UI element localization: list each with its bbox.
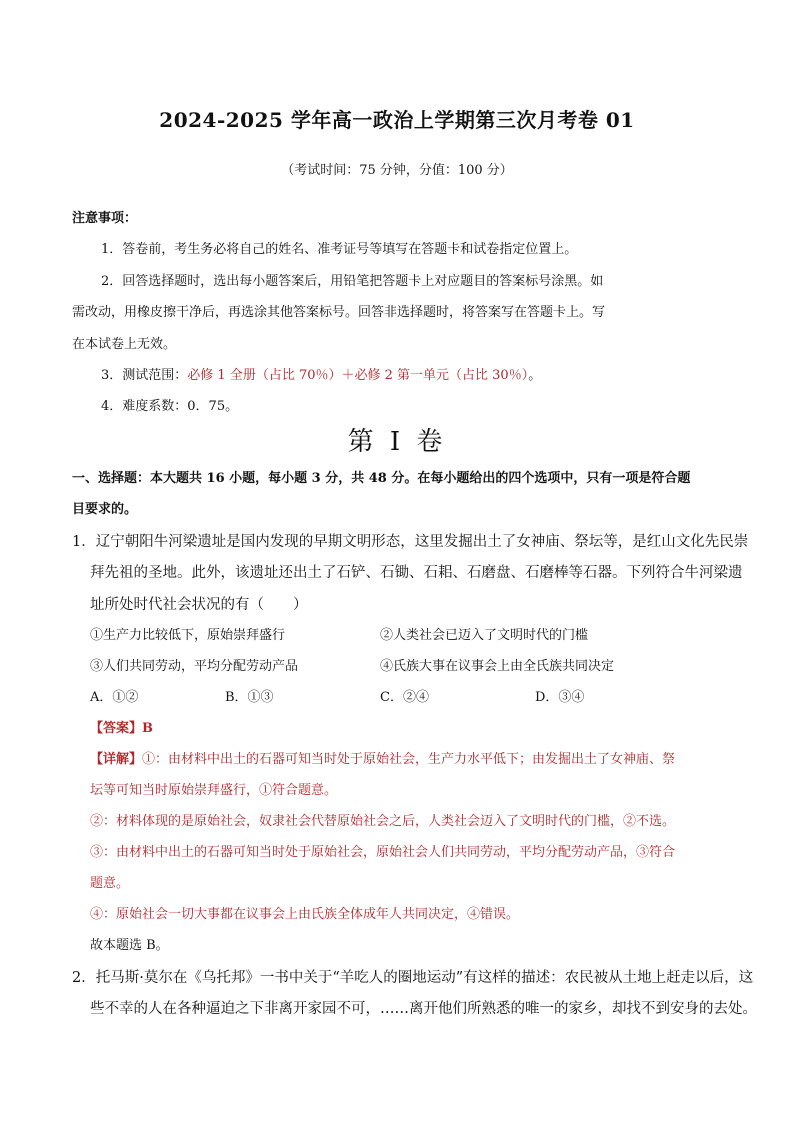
notice-item-3-prefix: 3．测试范围： bbox=[101, 368, 188, 383]
detail-label: 【详解】 bbox=[90, 752, 143, 767]
statement-1: ①生产力比较低下，原始崇拜盛行 bbox=[90, 628, 286, 643]
option-c: C．②④ bbox=[380, 690, 429, 705]
detail-3-line-1: ③：由材料中出土的石器可知当时处于原始社会，原始社会人们共同劳动，平均分配劳动产品，③符合 bbox=[90, 845, 676, 860]
question-1-stem-line-2: 拜先祖的圣地。此外，该遗址还出土了石铲、石锄、石耜、石磨盘、石磨棒等石器。下列符合牛河梁遗 bbox=[90, 565, 743, 581]
section-title: 第 I 卷 bbox=[347, 427, 447, 457]
notice-item-3-suffix: 。 bbox=[528, 368, 542, 383]
answer-label: 【答案】B bbox=[90, 721, 153, 736]
statement-2: ②人类社会已迈入了文明时代的门槛 bbox=[380, 628, 589, 643]
page-title: 2024-2025 学年高一政治上学期第三次月考卷 01 bbox=[159, 108, 635, 132]
test-scope: 必修 1 全册（占比 70％）＋必修 2 第一单元（占比 30％） bbox=[187, 368, 529, 383]
detail-2: ②：材料体现的是原始社会，奴隶社会代替原始社会之后，人类社会迈入了文明时代的门槛，②不选。 bbox=[90, 814, 676, 829]
notice-heading: 注意事项： bbox=[72, 211, 138, 226]
notice-item-1: 1．答卷前，考生务必将自己的姓名、准考证号等填写在答题卡和试卷指定位置上。 bbox=[101, 242, 578, 257]
detail-3-line-2: 题意。 bbox=[90, 876, 130, 891]
detail-1-line-1 bbox=[90, 748, 675, 767]
exam-info: （考试时间：75 分钟，分值：100 分） bbox=[281, 163, 513, 178]
notice-item-3 bbox=[101, 364, 541, 383]
detail-4: ④：原始社会一切大事都在议事会上由氏族全体成年人共同决定，④错误。 bbox=[90, 907, 520, 922]
option-a: A．①② bbox=[90, 690, 139, 705]
notice-item-2-line-1: 2．回答选择题时，选出每小题答案后，用铅笔把答题卡上对应题目的答案标号涂黑。如 bbox=[101, 274, 604, 289]
question-1-stem-line-3: 址所处时代社会状况的有（ ） bbox=[90, 597, 308, 613]
detail-1-line-2: 坛等可知当时原始崇拜盛行，①符合题意。 bbox=[90, 783, 338, 798]
question-1-stem-line-1: 1．辽宁朝阳牛河梁遗址是国内发现的早期文明形态，这里发掘出土了女神庙、祭坛等，是红山文化先民崇 bbox=[72, 534, 749, 550]
notice-item-2-line-2: 需改动，用橡皮擦干净后，再选涂其他答案标号。回答非选择题时，将答案写在答题卡上。写 bbox=[72, 305, 606, 320]
statement-4: ④氏族大事在议事会上由全氏族共同决定 bbox=[380, 659, 615, 674]
notice-item-2-line-3: 在本试卷上无效。 bbox=[72, 337, 177, 352]
section-instruction-line-2: 目要求的。 bbox=[72, 502, 138, 517]
section-instruction-line-1: 一、选择题：本大题共 16 小题，每小题 3 分，共 48 分。在每小题给出的四个选项中，只有一项是符合题 bbox=[72, 471, 691, 486]
statement-3: ③人们共同劳动，平均分配劳动产品 bbox=[90, 659, 299, 674]
notice-item-4: 4．难度系数：0．75。 bbox=[101, 399, 239, 414]
question-2-stem-line-1: 2．托马斯·莫尔在《乌托邦》一书中关于“羊吃人的圈地运动”有这样的描述：农民被从土地上赶走以后，这 bbox=[72, 970, 754, 986]
question-2-stem-line-2: 些不幸的人在各种逼迫之下非离开家园不可，……离开他们所熟悉的唯一的家乡，却找不到安身的去处。 bbox=[90, 1001, 757, 1017]
option-d: D．③④ bbox=[535, 690, 585, 705]
conclusion: 故本题选 B。 bbox=[90, 938, 169, 953]
option-b: B．①③ bbox=[225, 690, 274, 705]
detail-1-text: ①：由材料中出土的石器可知当时处于原始社会，生产力水平低下；由发掘出土了女神庙、祭 bbox=[142, 752, 676, 767]
